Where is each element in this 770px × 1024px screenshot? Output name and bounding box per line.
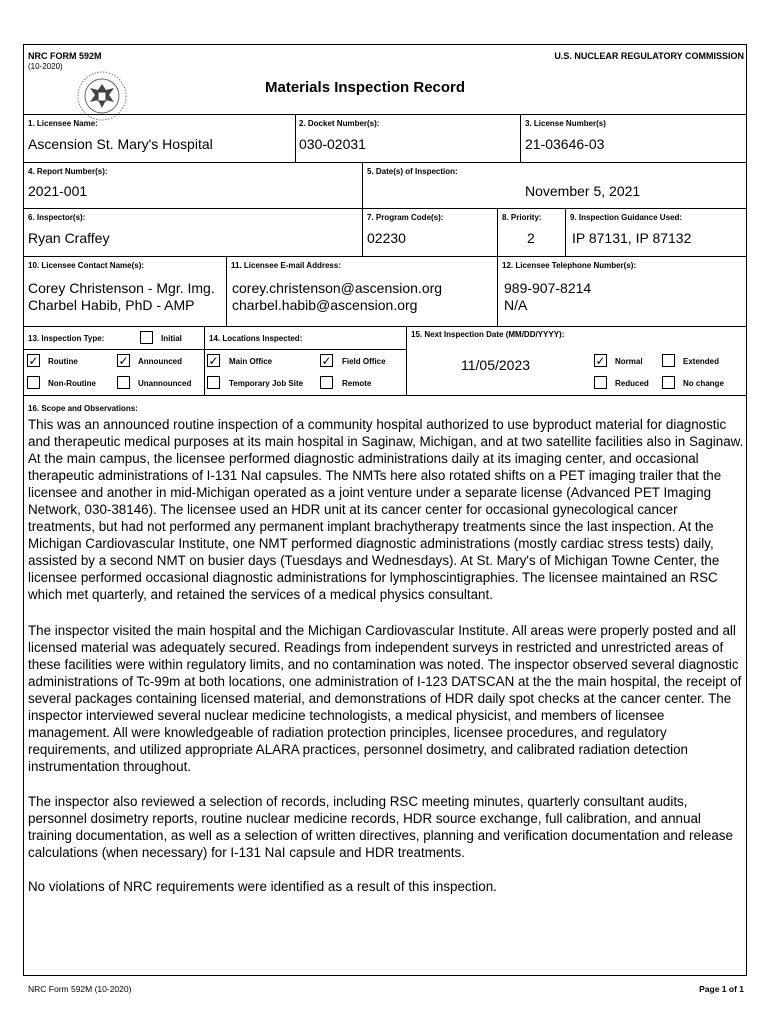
guidance-label: 9. Inspection Guidance Used: bbox=[570, 213, 683, 222]
docket-label: 2. Docket Number(s): bbox=[299, 119, 380, 128]
email-line-2: charbel.habib@ascension.org bbox=[232, 297, 418, 313]
non-routine-label: Non-Routine bbox=[48, 379, 96, 388]
initial-label: Initial bbox=[161, 334, 182, 343]
footer-page: Page 1 of 1 bbox=[699, 984, 744, 994]
routine-label: Routine bbox=[48, 357, 78, 366]
announced-label: Announced bbox=[138, 357, 182, 366]
next-inspection-value: 11/05/2023 bbox=[461, 357, 531, 373]
page-title: Materials Inspection Record bbox=[265, 79, 466, 96]
main-office-checkbox[interactable]: ✓ bbox=[208, 354, 219, 368]
scope-paragraph-3: The inspector also reviewed a selection of records, including RSC meeting minutes, quarterly consultant audits, personnel dosimetry reports, routine nuclear medicine records, HDR source exchange, full calibration, and annual training documentation, as well as a selection of written directives, planning and verification documentation and release calculations (when necessary) for I-131 NaI capsule and HDR treatments. bbox=[28, 794, 733, 860]
inspection-date-value: November 5, 2021 bbox=[525, 183, 641, 199]
inspection-type-label: 13. Inspection Type: bbox=[28, 334, 105, 343]
extended-label: Extended bbox=[683, 357, 720, 366]
licensee-name-value: Ascension St. Mary's Hospital bbox=[28, 136, 213, 152]
guidance-value: IP 87131, IP 87132 bbox=[572, 230, 692, 246]
unannounced-checkbox[interactable] bbox=[117, 376, 130, 389]
report-label: 4. Report Number(s): bbox=[28, 167, 108, 176]
field-office-checkbox[interactable]: ✓ bbox=[321, 354, 332, 368]
program-code-value: 02230 bbox=[367, 230, 406, 246]
normal-label: Normal bbox=[615, 357, 643, 366]
main-office-label: Main Office bbox=[229, 357, 273, 366]
no-change-checkbox[interactable] bbox=[662, 376, 675, 389]
report-value: 2021-001 bbox=[28, 183, 88, 199]
phone-label: 12. Licensee Telephone Number(s): bbox=[502, 261, 637, 270]
inspection-date-label: 5. Date(s) of Inspection: bbox=[367, 167, 458, 176]
form-date: (10-2020) bbox=[28, 62, 63, 71]
scope-paragraph-1: This was an announced routine inspection of a community hospital authorized to use byproduct material for diagnostic and therapeutic medical purposes at its main hospital in Saginaw, Michigan, and at two satellite facilities also in Saginaw. At the main campus, the licensee performed diagnostic administrations daily at its imaging center, and occasional therapeutic administrations of I-131 NaI capsules. The NMTs here also rotated shifts on a PET imaging trailer that the licensee and another in mid-Michigan operated as a joint venture under a separate license (Advanced PET Imaging Network, 030-38146). The licensee used an HDR unit at its cancer center for occasional gynecological cancer treatments, but had not performed any permanent implant brachytherapy treatments since the last inspection. At the Michigan Cardiovascular Institute, one NMT performed diagnostic administrations (mostly cardiac stress tests) daily, assisted by a second NMT on busier days (Tuesdays and Wednesdays). At St. Mary's of Michigan Towne Center, the licensee performed occasional diagnostic administrations for lymphoscintigraphies. The licensee maintained an RSC which met quarterly, and retained the services of a medical physics consultant. bbox=[28, 417, 744, 602]
agency-name: U.S. NUCLEAR REGULATORY COMMISSION bbox=[554, 51, 744, 61]
scope-paragraph-2: The inspector visited the main hospital and the Michigan Cardiovascular Institute. All areas were properly posted and all licensed material was adequately secured. Readings from independent surveys in restricted and unrestricted areas of these facilities were within regulatory limits, and no contamination was noted. The inspector observed several diagnostic administrations of Tc-99m at both locations, one administration of I-123 DATSCAN at the the main hospital, the receipt of several packages containing licensed material, and demonstrations of HDR daily spot checks at the cancer center. The inspector interviewed several nuclear medicine technologists, a medical physicist, and members of licensee management. All were knowledgeable of radiation protection principles, licensee procedures, and regulatory requirements, and utilized appropriate ALARA practices, personnel dosimetry, and calibrated radiation detection instrumentation throughout. bbox=[28, 623, 742, 774]
routine-checkbox[interactable]: ✓ bbox=[28, 354, 39, 368]
normal-checkbox[interactable]: ✓ bbox=[595, 354, 606, 368]
email-line-1: corey.christenson@ascension.org bbox=[232, 280, 443, 296]
email-label: 11. Licensee E-mail Address: bbox=[231, 261, 341, 270]
temporary-checkbox[interactable] bbox=[207, 376, 220, 389]
reduced-checkbox[interactable] bbox=[594, 376, 607, 389]
footer-form: NRC Form 592M (10-2020) bbox=[28, 984, 132, 994]
remote-checkbox[interactable] bbox=[320, 376, 333, 389]
contact-label: 10. Licensee Contact Name(s): bbox=[28, 261, 145, 270]
unannounced-label: Unannounced bbox=[138, 379, 192, 388]
phone-line-2: N/A bbox=[504, 297, 528, 313]
field-office-label: Field Office bbox=[342, 357, 386, 366]
priority-value: 2 bbox=[527, 230, 535, 246]
announced-checkbox[interactable]: ✓ bbox=[118, 354, 129, 368]
remote-label: Remote bbox=[342, 379, 372, 388]
next-inspection-label: 15. Next Inspection Date (MM/DD/YYYY): bbox=[411, 330, 565, 339]
inspectors-value: Ryan Craffey bbox=[28, 230, 110, 246]
license-value: 21-03646-03 bbox=[525, 136, 605, 152]
contact-line-1: Corey Christenson - Mgr. Img. bbox=[28, 280, 215, 296]
contact-line-2: Charbel Habib, PhD - AMP bbox=[28, 297, 195, 313]
inspectors-label: 6. Inspector(s): bbox=[28, 213, 86, 222]
program-code-label: 7. Program Code(s): bbox=[367, 213, 444, 222]
phone-line-1: 989-907-8214 bbox=[504, 280, 592, 296]
scope-label: 16. Scope and Observations: bbox=[28, 404, 138, 413]
docket-value: 030-02031 bbox=[299, 136, 366, 152]
form-number: NRC FORM 592M bbox=[28, 51, 102, 61]
non-routine-checkbox[interactable] bbox=[27, 376, 40, 389]
priority-label: 8. Priority: bbox=[502, 213, 542, 222]
scope-paragraph-4: No violations of NRC requirements were identified as a result of this inspection. bbox=[28, 879, 497, 894]
locations-label: 14. Locations Inspected: bbox=[209, 334, 303, 343]
extended-checkbox[interactable] bbox=[662, 354, 675, 367]
license-label: 3. License Number(s) bbox=[525, 119, 606, 128]
reduced-label: Reduced bbox=[615, 379, 649, 388]
initial-checkbox[interactable] bbox=[140, 331, 153, 344]
no-change-label: No change bbox=[683, 379, 724, 388]
temporary-label: Temporary Job Site bbox=[229, 379, 304, 388]
licensee-name-label: 1. Licensee Name: bbox=[28, 119, 98, 128]
